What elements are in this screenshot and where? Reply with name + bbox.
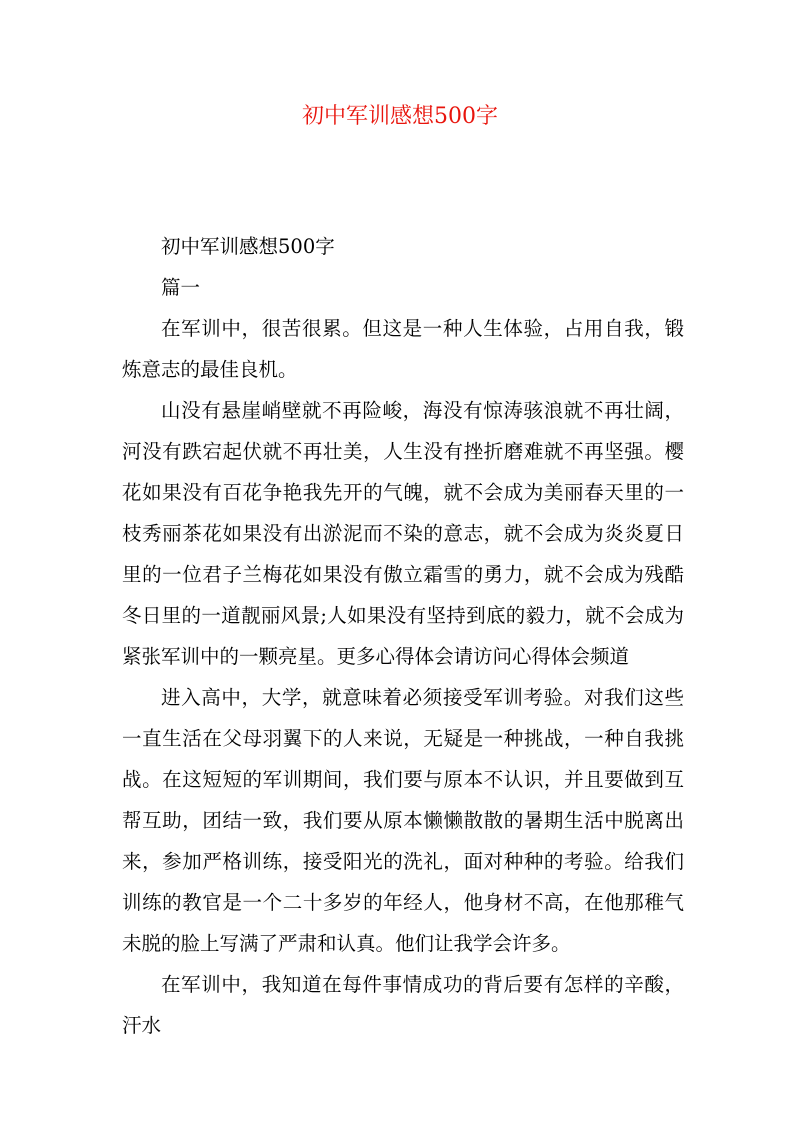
body-paragraph: 在军训中，很苦很累。但这是一种人生体验，占用自我，锻炼意志的最佳良机。 bbox=[122, 317, 684, 381]
document-title: 初中军训感想500字 bbox=[302, 104, 498, 129]
section-heading: 篇一 bbox=[161, 276, 201, 299]
body-paragraph: 进入高中，大学，就意味着必须接受军训考验。对我们这些一直生活在父母羽翼下的人来说，无疑是一种挑战，一种自我挑战。在这短短的军训期间，我们要与原本不认识，并且要做到互帮互助，团结一致，我们要从原本懒懒散散的暑期生活中脱离出来，参加严格训练，接受阳光的洗礼，面对种种的考验。给我们训练的教官是一个二十多岁的年经人，他身材不高，在他那稚气未脱的脸上写满了严肃和认真。他们让我学会许多。 bbox=[122, 686, 684, 955]
body-paragraph: 在军训中，我知道在每件事情成功的背后要有怎样的辛酸，汗水 bbox=[122, 973, 684, 1037]
subtitle-paragraph: 初中军训感想500字 bbox=[161, 235, 335, 258]
body-paragraph: 山没有悬崖峭壁就不再险峻，海没有惊涛骇浪就不再壮阔，河没有跌宕起伏就不再壮美，人生没有挫折磨难就不再坚强。樱花如果没有百花争艳我先开的气魄，就不会成为美丽春天里的一枝秀丽茶花如果没有出淤泥而不染的意志，就不会成为炎炎夏日里的一位君子兰梅花如果没有傲立霜雪的勇力，就不会成为残酷冬日里的一道靓丽风景;人如果没有坚持到底的毅力，就不会成为紧张军训中的一颗亮星。更多心得体会请访问心得体会频道 bbox=[122, 399, 684, 668]
document-body bbox=[122, 226, 684, 1046]
